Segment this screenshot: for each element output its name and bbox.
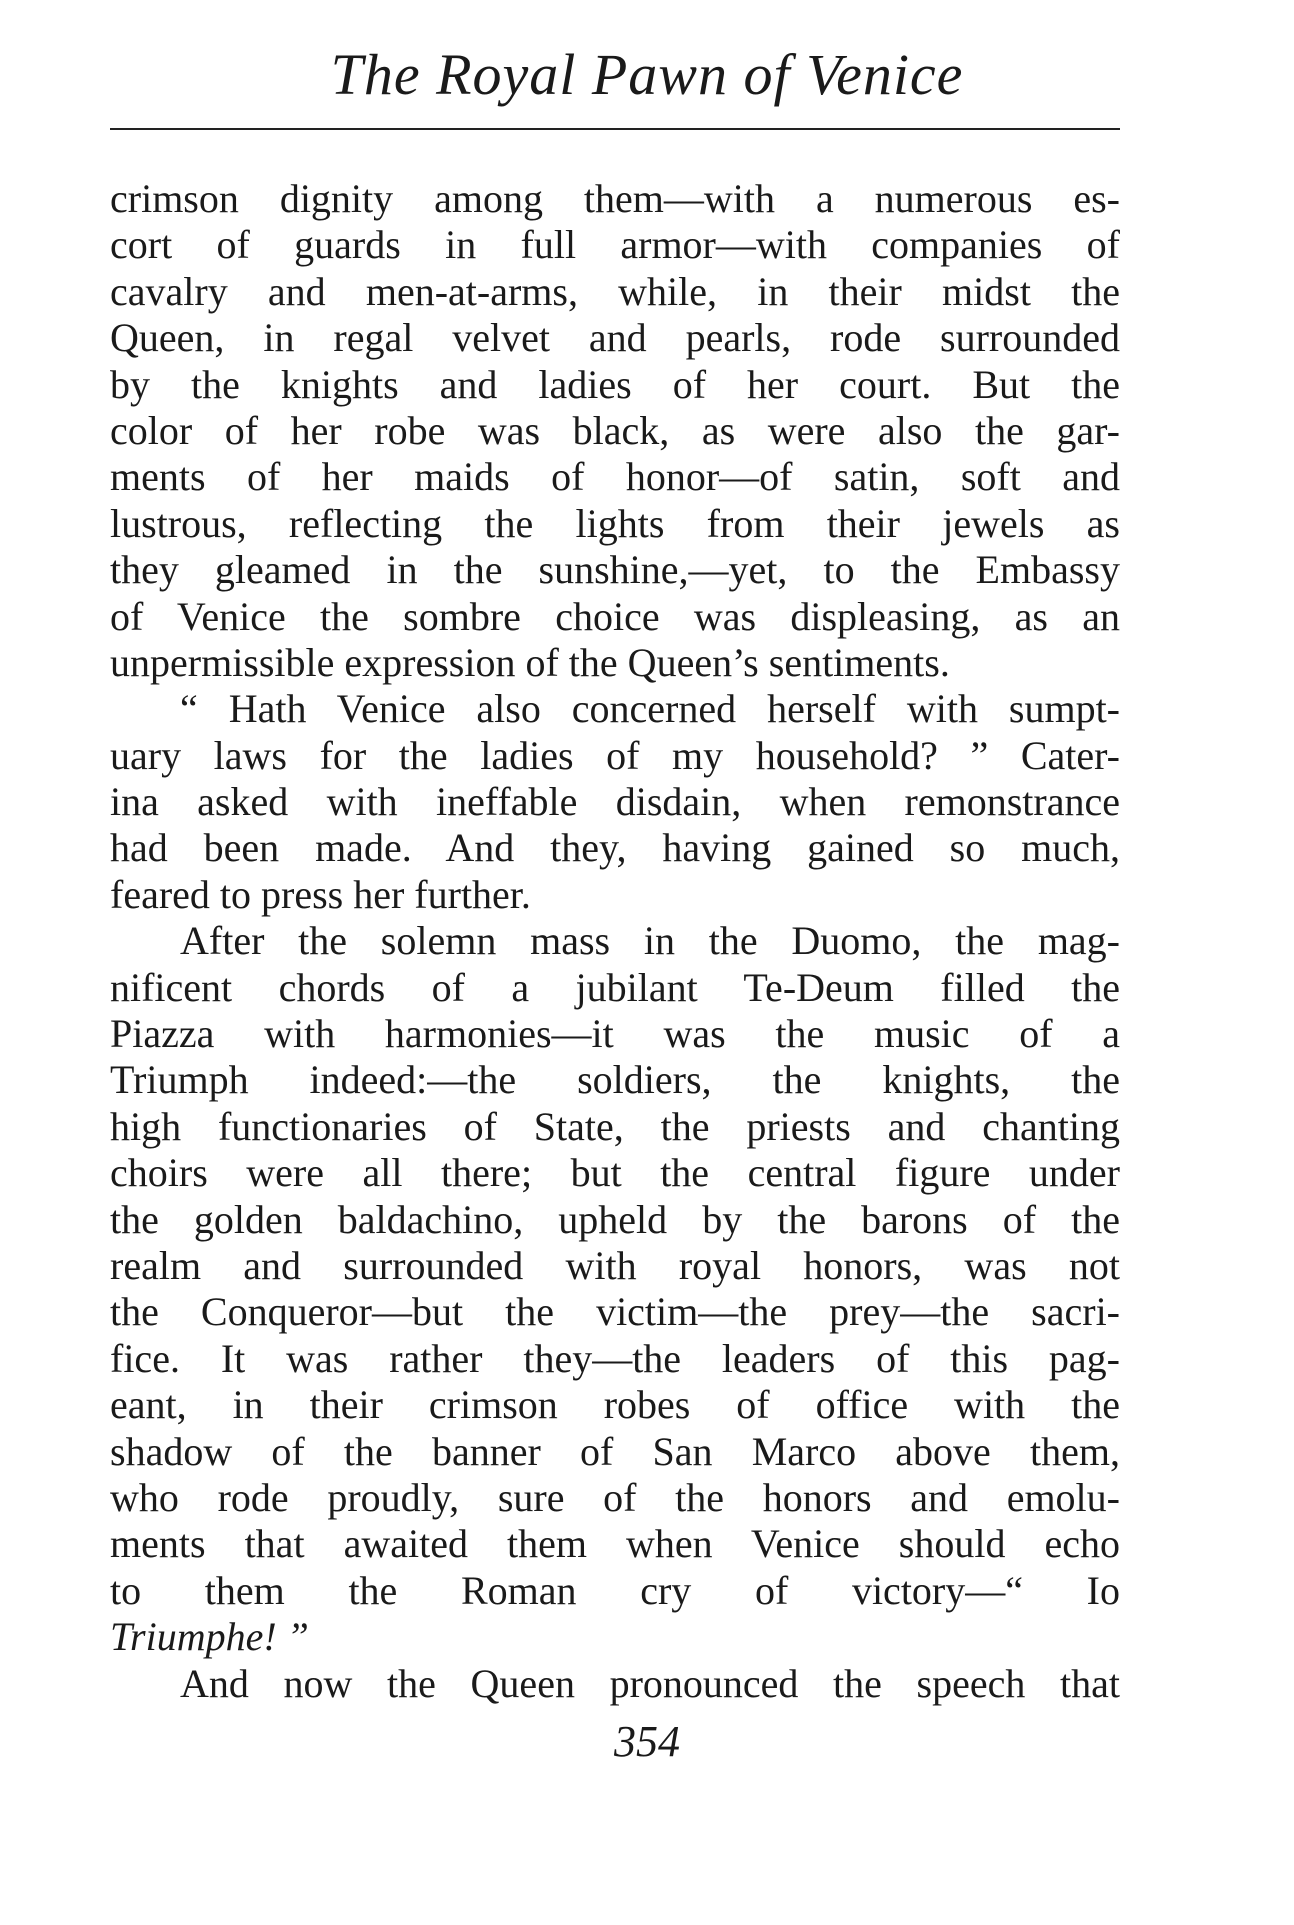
text-line: “ Hath Venice also concerned herself with sumpt- <box>180 686 1120 732</box>
text-line: color of her robe was black, as were also the gar- <box>110 407 1120 453</box>
text-line: ina asked with ineffable disdain, when remonstrance <box>110 779 1120 825</box>
text-line: And now the Queen pronounced the speech that <box>180 1660 1120 1706</box>
text-line: cort of guards in full armor—with companies of <box>110 222 1120 268</box>
text-line: feared to press her further. <box>110 871 531 917</box>
text-line: ments of her maids of honor—of satin, soft and <box>110 454 1120 500</box>
running-head: The Royal Pawn of Venice <box>330 42 964 107</box>
text-line: they gleamed in the sunshine,—yet, to the Embassy <box>110 547 1120 593</box>
page-number: 354 <box>614 1717 680 1766</box>
text-line: After the solemn mass in the Duomo, the mag- <box>180 918 1120 964</box>
text-line: high functionaries of State, the priests and chanting <box>110 1103 1120 1149</box>
text-line: to them the Roman cry of victory—“ Io <box>110 1567 1120 1613</box>
text-line: Triumphe! ” <box>110 1614 309 1660</box>
text-line: nificent chords of a jubilant Te-Deum filled the <box>110 964 1120 1010</box>
text-line: Triumph indeed:—the soldiers, the knights, the <box>110 1057 1120 1103</box>
text-line: by the knights and ladies of her court. But the <box>110 361 1120 407</box>
text-line: the Conqueror—but the victim—the prey—the sacri- <box>110 1289 1120 1335</box>
text-line: the golden baldachino, upheld by the barons of the <box>110 1196 1120 1242</box>
header-rule <box>110 128 1120 130</box>
text-line: Piazza with harmonies—it was the music of a <box>110 1011 1120 1057</box>
text-line: ments that awaited them when Venice should echo <box>110 1521 1120 1567</box>
text-line: unpermissible expression of the Queen’s sentiments. <box>110 639 950 685</box>
text-line: eant, in their crimson robes of office with the <box>110 1382 1120 1428</box>
text-line: uary laws for the ladies of my household? ” Cater- <box>110 732 1120 778</box>
text-line: lustrous, reflecting the lights from their jewels as <box>110 500 1120 546</box>
text-line: had been made. And they, having gained so much, <box>110 825 1120 871</box>
text-line: crimson dignity among them—with a numerous es- <box>110 176 1120 221</box>
text-line: who rode proudly, sure of the honors and emolu- <box>110 1474 1120 1520</box>
text-line: realm and surrounded with royal honors, was not <box>110 1242 1120 1288</box>
text-line: Queen, in regal velvet and pearls, rode surrounded <box>110 315 1120 361</box>
body-text <box>110 176 1120 1707</box>
text-line: choirs were all there; but the central figure under <box>110 1150 1120 1196</box>
text-line: cavalry and men-at-arms, while, in their midst the <box>110 268 1120 314</box>
text-line: fice. It was rather they—the leaders of this pag- <box>110 1335 1120 1381</box>
text-line: shadow of the banner of San Marco above them, <box>110 1428 1120 1474</box>
text-line: of Venice the sombre choice was displeasing, as an <box>110 593 1120 639</box>
